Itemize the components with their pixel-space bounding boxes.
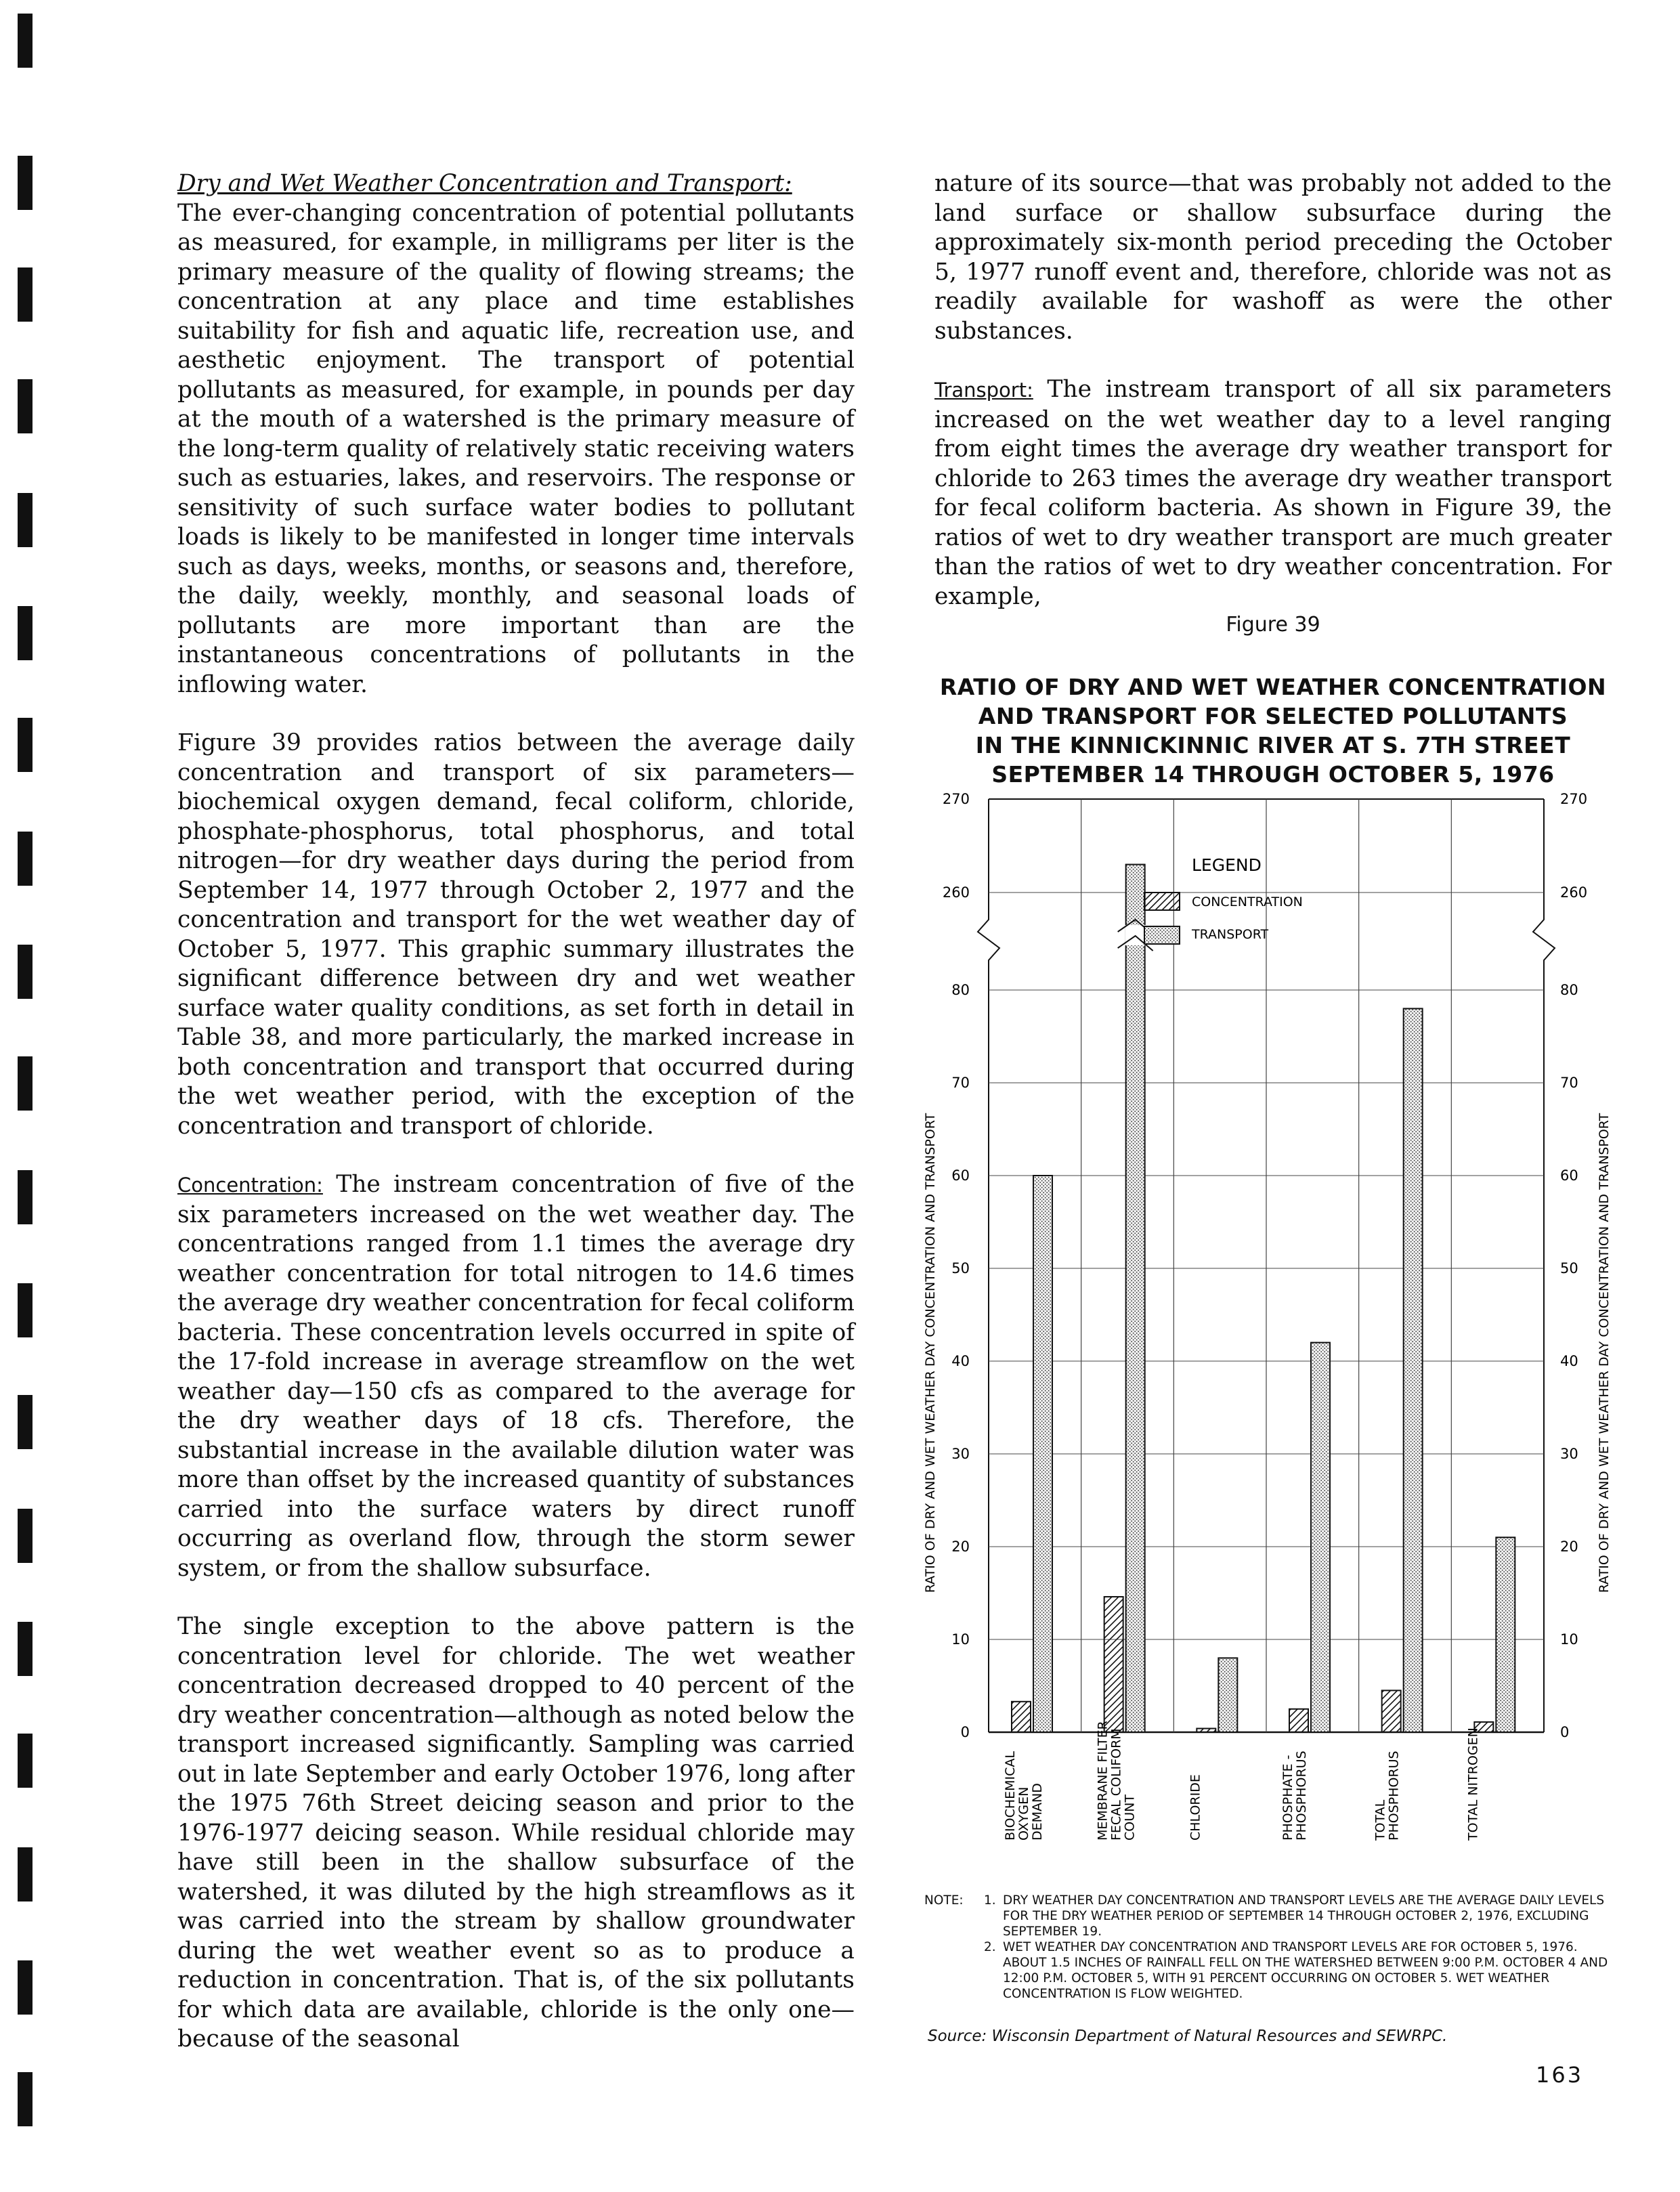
- transport-bar: [1218, 1658, 1237, 1732]
- legend-swatch-transport: [1144, 926, 1180, 944]
- notes-label: NOTE:: [924, 1893, 964, 1908]
- x-category-label: COUNT: [1122, 1795, 1138, 1841]
- y-tick-label-left: 30: [951, 1446, 970, 1462]
- concentration-bar: [1382, 1690, 1401, 1732]
- x-category-label: FECAL COLIFORM: [1108, 1728, 1124, 1841]
- figure-title-line: RATIO OF DRY AND WET WEATHER CONCENTRATION: [939, 674, 1607, 700]
- bar-chart: [907, 786, 1625, 1883]
- transport-bar: [1033, 1176, 1052, 1732]
- binding-mark: [18, 1056, 33, 1111]
- figure-source: Source: Wisconsin Department of Natural Resources and SEWRPC.: [928, 2027, 1448, 2045]
- y-tick-label-right: 260: [1560, 884, 1588, 901]
- y-axis-left: [978, 799, 999, 1732]
- transport-bar: [1311, 1343, 1330, 1732]
- y-tick-label-right: 60: [1560, 1167, 1578, 1184]
- x-category-label: OXYGEN: [1016, 1786, 1031, 1841]
- y-tick-label-right: 270: [1560, 791, 1588, 807]
- subsection-heading: Concentration:: [177, 1174, 323, 1197]
- legend-label-transport: TRANSPORT: [1192, 927, 1269, 942]
- y-tick-label-right: 50: [1560, 1260, 1578, 1276]
- figure-title-line: IN THE KINNICKINNIC RIVER AT S. 7TH STREET: [975, 732, 1571, 758]
- binding-mark: [18, 1734, 33, 1788]
- note-number: 1.: [984, 1893, 996, 1908]
- y-tick-label-right: 0: [1560, 1724, 1570, 1740]
- x-category-label: PHOSPHATE -: [1280, 1755, 1295, 1841]
- figure-title-line: AND TRANSPORT FOR SELECTED POLLUTANTS: [978, 703, 1568, 729]
- transport-bar: [1126, 865, 1145, 1732]
- y-tick-label-right: 80: [1560, 982, 1578, 998]
- binding-mark: [18, 267, 33, 322]
- body-paragraph: [177, 169, 855, 700]
- concentration-bar: [1289, 1709, 1308, 1732]
- y-axis-title-left: RATIO OF DRY AND WET WEATHER DAY CONCENTRATION AND TRANSPORT: [923, 1113, 938, 1593]
- legend-swatch-concentration: [1144, 893, 1180, 910]
- binding-mark: [18, 718, 33, 772]
- concentration-bar: [1012, 1702, 1031, 1732]
- binding-mark: [18, 1170, 33, 1224]
- legend-title: LEGEND: [1192, 855, 1262, 875]
- binding-mark: [18, 156, 33, 210]
- y-axis-right: [1533, 799, 1555, 1732]
- y-tick-label-left: 40: [951, 1353, 970, 1369]
- y-tick-label-left: 10: [951, 1631, 970, 1648]
- x-category-label: TOTAL NITROGEN: [1465, 1727, 1481, 1841]
- binding-mark: [18, 379, 33, 433]
- y-tick-label-right: 70: [1560, 1075, 1578, 1091]
- y-axis-title-right: RATIO OF DRY AND WET WEATHER DAY CONCENTRATION AND TRANSPORT: [1597, 1113, 1612, 1593]
- y-tick-label-left: 80: [951, 982, 970, 998]
- note-number: 2.: [984, 1940, 996, 1954]
- binding-mark: [18, 1622, 33, 1676]
- note-text: WET WEATHER DAY CONCENTRATION AND TRANSPORT LEVELS ARE FOR OCTOBER 5, 1976. ABOUT 1.5 INCHES OF RAINFALL FELL ON THE WATERSHED BETWEEN 9:00 P.M. OCTOBER 4 AND 12:00 P.M. OCTOBER 5, WITH 91 PERCENT OCCURRING ON OCTOBER 5. WET WEATHER CONCENTRATION IS FLOW WEIGHTED.: [1003, 1940, 1608, 2001]
- body-paragraph: [177, 1170, 855, 1583]
- x-category-label: PHOSPHORUS: [1294, 1750, 1309, 1841]
- paragraph-text: The ever-changing concentration of potential pollutants as measured, for example, in milligrams per liter is the primary measure of the quality of flowing streams; the concentration at any place and time establishes suitability for fish and aquatic life, recreation use, and aesthetic enjoyment. The transport of potential pollutants as measured, for example, in pounds per day at the mouth of a watershed is the primary measure of the long-term quality of relatively static receiving waters such as estuaries, lakes, and reservoirs. The response or sensitivity of such surface water bodies to pollutant loads is likely to be manifested in longer time intervals such as days, weeks, months, or seasons and, therefore, the daily, weekly, monthly, and seasonal loads of pollutants are more important than are the instantaneous concentrations of pollutants in the inflowing water.: [177, 199, 855, 698]
- binding-mark: [18, 493, 33, 547]
- y-tick-label-right: 30: [1560, 1446, 1578, 1462]
- figure-title-line: SEPTEMBER 14 THROUGH OCTOBER 5, 1976: [991, 761, 1555, 788]
- y-tick-label-left: 270: [942, 791, 970, 807]
- y-tick-label-left: 60: [951, 1167, 970, 1184]
- concentration-bar: [1104, 1597, 1123, 1732]
- figure-label: Figure 39: [1226, 613, 1320, 637]
- binding-mark: [18, 14, 33, 68]
- binding-mark: [18, 2072, 33, 2126]
- y-tick-label-left: 50: [951, 1260, 970, 1276]
- body-paragraph: nature of its source—that was probably not added to the land surface or shallow subsurface during the approximately six-month period preceding the October 5, 1977 runoff event and, therefore, chloride was not as readily available for washoff as were the other substances.: [934, 170, 1612, 345]
- body-paragraph: The single exception to the above pattern is the concentration level for chloride. The wet weather concentration decreased dropped to 40 percent of the dry weather concentration—although as noted below the transport increased significantly. Sampling was carried out in late September and early October 1976, long after the 1975 76th Street deicing season and prior to the 1976-1977 deicing season. While residual chloride may have still been in the shallow subsurface of the watershed, it was diluted by the high streamflows as it was carried into the stream by shallow groundwater during the wet weather event so as to produce a reduction in concentration. That is, of the six pollutants for which data are available, chloride is the only one—because of the seasonal: [177, 1613, 855, 2053]
- y-tick-label-left: 70: [951, 1075, 970, 1091]
- figure-title: [934, 672, 1612, 789]
- y-tick-label-right: 10: [1560, 1631, 1578, 1648]
- transport-bar: [1404, 1008, 1423, 1732]
- y-tick-label-right: 20: [1560, 1539, 1578, 1555]
- paragraph-text: The instream concentration of five of the six parameters increased on the wet weather day. The concentrations ranged from 1.1 times the average dry weather concentration for total nitrogen to 14.6 times the average dry weather concentration for fecal coliform bacteria. These concentration levels occurred in spite of the 17-fold increase in average streamflow on the wet weather day—150 cfs as compared to the average for the dry weather days of 18 cfs. Therefore, the substantial increase in the available dilution water was more than offset by the increased quantity of substances carried into the surface waters by direct runoff occurring as overland flow, through the storm sewer system, or from the shallow subsurface.: [177, 1171, 855, 1582]
- binding-mark: [18, 1395, 33, 1449]
- y-tick-label-right: 40: [1560, 1353, 1578, 1369]
- figure-notes: [924, 1893, 1615, 2002]
- x-category-label: TOTAL: [1373, 1799, 1388, 1841]
- y-tick-label-left: 260: [942, 884, 970, 901]
- binding-mark: [18, 1283, 33, 1337]
- x-category-label: BIOCHEMICAL: [1003, 1751, 1018, 1841]
- binding-mark: [18, 1960, 33, 2015]
- x-category-label: PHOSPHORUS: [1386, 1750, 1402, 1841]
- right-column: [934, 169, 1612, 641]
- legend-label-concentration: CONCENTRATION: [1192, 895, 1303, 909]
- subsection-heading: Transport:: [934, 379, 1033, 402]
- binding-mark: [18, 945, 33, 999]
- x-category-label: MEMBRANE FILTER: [1095, 1721, 1111, 1841]
- section-heading: Dry and Wet Weather Concentration and Transport:: [177, 170, 792, 197]
- transport-bar: [1496, 1537, 1515, 1732]
- y-tick-label-left: 0: [960, 1724, 970, 1740]
- binding-mark: [18, 832, 33, 886]
- body-paragraph: Figure 39 provides ratios between the average daily concentration and transport of six parameters—biochemical oxygen demand, fecal coliform, chloride, phosphate-phosphorus, total phosphorus, and total nitrogen—for dry weather days during the period from September 14, 1977 through October 2, 1977 and the concentration and transport for the wet weather day of October 5, 1977. This graphic summary illustrates the significant difference between dry and wet weather surface water quality conditions, as set forth in detail in Table 38, and more particularly, the marked increase in both concentration and transport that occurred during the wet weather period, with the exception of the concentration and transport of chloride.: [177, 729, 855, 1140]
- binding-mark: [18, 1847, 33, 1901]
- y-tick-label-left: 20: [951, 1539, 970, 1555]
- left-column: [177, 169, 855, 2084]
- body-paragraph: [934, 375, 1612, 611]
- page-number: 163: [1536, 2062, 1584, 2088]
- note-text: DRY WEATHER DAY CONCENTRATION AND TRANSPORT LEVELS ARE THE AVERAGE DAILY LEVELS FOR THE DRY WEATHER PERIOD OF SEPTEMBER 14 THROUGH OCTOBER 2, 1976, EXCLUDING SEPTEMBER 19.: [1003, 1893, 1605, 1939]
- binding-mark: [18, 1509, 33, 1563]
- x-category-label: CHLORIDE: [1188, 1774, 1203, 1841]
- x-category-label: DEMAND: [1030, 1783, 1045, 1841]
- binding-mark: [18, 606, 33, 660]
- paragraph-text: The instream transport of all six parameters increased on the wet weather day to a level ranging from eight times the average dry weather transport for chloride to 263 times the average dry weather transport for fecal coliform bacteria. As shown in Figure 39, the ratios of wet to dry weather transport are much greater than the ratios of wet to dry weather concentration. For example,: [934, 376, 1612, 610]
- concentration-bar: [1197, 1729, 1215, 1732]
